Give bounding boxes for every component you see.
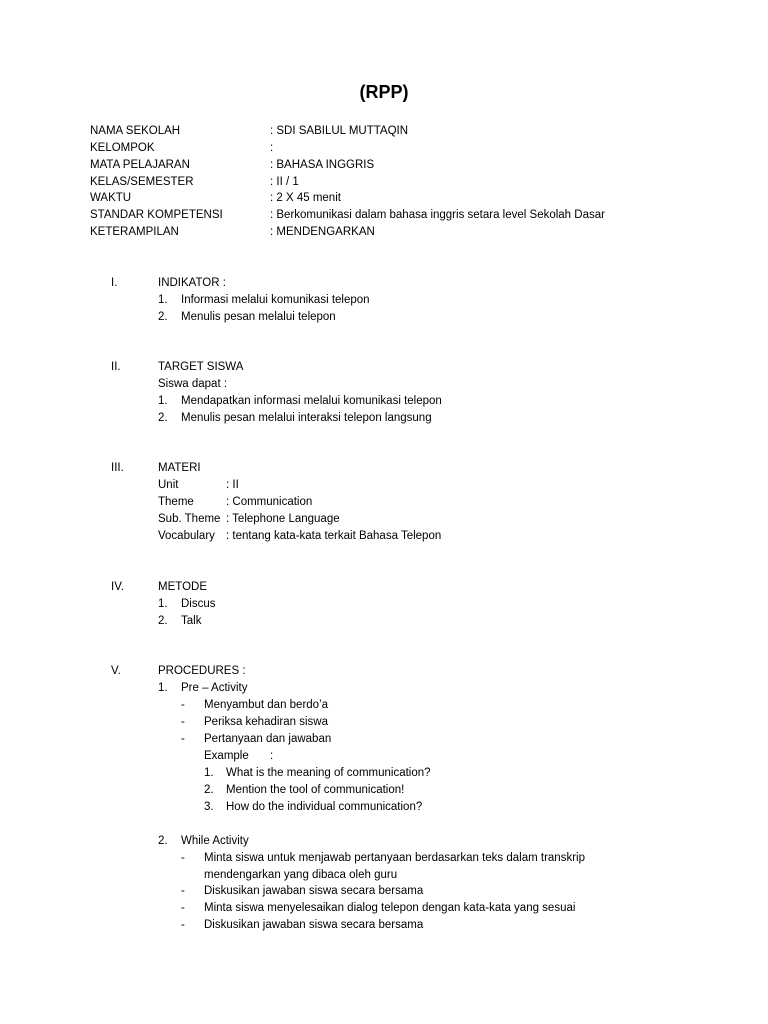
list-item: Menulis pesan melalui interaksi telepon langsung: [181, 412, 432, 424]
list-number: 2.: [204, 784, 214, 796]
example-label: Example: [204, 750, 249, 762]
bullet-item: Periksa kehadiran siswa: [204, 716, 329, 728]
example-item: How do the individual communication?: [226, 801, 423, 813]
materi-value: : II: [226, 479, 239, 491]
header-value: : BAHASA INGGRIS: [270, 159, 375, 171]
section-number: I.: [111, 277, 118, 289]
bullet-item: Minta siswa menyelesaikan dialog telepon dengan kata-kata yang sesuai: [204, 902, 576, 914]
example-item: What is the meaning of communication?: [226, 767, 431, 779]
header-value: : II / 1: [270, 176, 299, 188]
subsection-title: While Activity: [181, 835, 249, 847]
bullet-dash: -: [181, 919, 185, 931]
materi-label: Theme: [158, 496, 194, 508]
bullet-dash: -: [181, 716, 185, 728]
bullet-item: Diskusikan jawaban siswa secara bersama: [204, 885, 424, 897]
list-item: Mendapatkan informasi melalui komunikasi telepon: [181, 395, 442, 407]
document-title: (RPP): [359, 82, 409, 102]
section-number: V.: [111, 665, 121, 677]
header-label: WAKTU: [90, 192, 132, 204]
header-label: MATA PELAJARAN: [90, 159, 190, 171]
bullet-item: Diskusikan jawaban siswa secara bersama: [204, 919, 424, 931]
section-number: IV.: [111, 581, 125, 593]
list-item: Informasi melalui komunikasi telepon: [181, 294, 370, 306]
section-heading: PROCEDURES :: [158, 665, 246, 677]
header-value: : 2 X 45 menit: [270, 192, 341, 204]
list-item: Discus: [181, 598, 216, 610]
list-number: 2.: [158, 311, 168, 323]
bullet-item-continuation: mendengarkan yang dibaca oleh guru: [204, 869, 398, 881]
materi-label: Sub. Theme: [158, 513, 221, 525]
list-number: 1.: [158, 682, 168, 694]
bullet-dash: -: [181, 885, 185, 897]
materi-value: : Telephone Language: [226, 513, 340, 525]
bullet-dash: -: [181, 699, 185, 711]
bullet-item: Menyambut dan berdo’a: [204, 699, 329, 711]
list-number: 2.: [158, 835, 168, 847]
bullet-dash: -: [181, 902, 185, 914]
list-number: 1.: [158, 598, 168, 610]
bullet-item: Minta siswa untuk menjawab pertanyaan berdasarkan teks dalam transkrip: [204, 852, 585, 864]
materi-value: : Communication: [226, 496, 313, 508]
materi-label: Unit: [158, 479, 179, 491]
list-number: 1.: [158, 294, 168, 306]
bullet-item: Pertanyaan dan jawaban: [204, 733, 332, 745]
header-value: : MENDENGARKAN: [270, 226, 375, 238]
materi-value: : tentang kata-kata terkait Bahasa Telepon: [226, 530, 442, 542]
list-item: Menulis pesan melalui telepon: [181, 311, 336, 323]
example-colon: :: [270, 750, 274, 762]
list-number: 1.: [158, 395, 168, 407]
list-number: 2.: [158, 412, 168, 424]
header-label: KELAS/SEMESTER: [90, 176, 194, 188]
list-number: 3.: [204, 801, 214, 813]
list-number: 1.: [204, 767, 214, 779]
example-item: Mention the tool of communication!: [226, 784, 405, 796]
section-heading: TARGET SISWA: [158, 361, 244, 373]
section-heading: MATERI: [158, 462, 201, 474]
section-intro: Siswa dapat :: [158, 378, 228, 390]
subsection-title: Pre – Activity: [181, 682, 248, 694]
section-number: III.: [111, 462, 124, 474]
header-label: KETERAMPILAN: [90, 226, 179, 238]
materi-label: Vocabulary: [158, 530, 215, 542]
section-number: II.: [111, 361, 121, 373]
header-value: : SDI SABILUL MUTTAQIN: [270, 125, 409, 137]
bullet-dash: -: [181, 733, 185, 745]
header-label: STANDAR KOMPETENSI: [90, 209, 223, 221]
header-value: :: [270, 142, 274, 154]
section-heading: INDIKATOR :: [158, 277, 226, 289]
header-label: KELOMPOK: [90, 142, 155, 154]
list-number: 2.: [158, 615, 168, 627]
header-label: NAMA SEKOLAH: [90, 125, 181, 137]
list-item: Talk: [181, 615, 202, 627]
section-heading: METODE: [158, 581, 207, 593]
header-value: : Berkomunikasi dalam bahasa inggris setara level Sekolah Dasar: [270, 209, 605, 221]
bullet-dash: -: [181, 852, 185, 864]
